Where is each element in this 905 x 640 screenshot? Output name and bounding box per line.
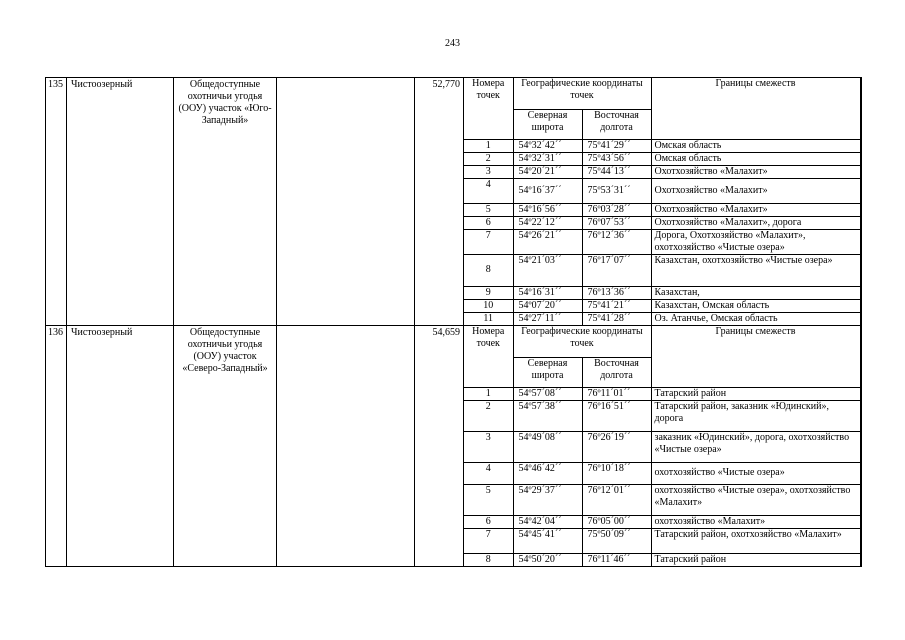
boundary: Омская область <box>651 139 860 152</box>
boundary: Татарский район <box>651 553 860 566</box>
latitude: 54º57´38´´ <box>513 400 582 431</box>
table-row <box>464 229 860 254</box>
longitude: 76º17´07´´ <box>582 254 651 286</box>
header-row <box>464 78 860 109</box>
point-number: 2 <box>464 400 513 431</box>
latitude: 54º46´42´´ <box>513 462 582 484</box>
longitude: 76º11´46´´ <box>582 553 651 566</box>
table-row <box>464 203 860 216</box>
longitude: 76º03´28´´ <box>582 203 651 216</box>
north-latitude-header: Северная широта <box>513 357 582 387</box>
boundary: заказник «Юдинский», дорога, охотхозяйство «Чистые озера» <box>651 431 860 462</box>
points-header: Номера точек <box>464 78 513 139</box>
table-row <box>464 299 860 312</box>
longitude: 76º11´01´´ <box>582 387 651 400</box>
table-row <box>464 139 860 152</box>
latitude: 54º49´08´´ <box>513 431 582 462</box>
point-number: 10 <box>464 299 513 312</box>
point-number: 4 <box>464 178 513 203</box>
section-number: 136 <box>46 326 67 567</box>
latitude: 54º20´21´´ <box>513 165 582 178</box>
ground-type: Общедоступные охотничьи угодья (ООУ) участок «Юго-Западный» <box>174 78 277 326</box>
latitude: 54º07´20´´ <box>513 299 582 312</box>
longitude: 76º26´19´´ <box>582 431 651 462</box>
boundary: Татарский район, заказник «Юдинский», дорога <box>651 400 860 431</box>
hunting-grounds-table <box>45 77 862 567</box>
latitude: 54º26´21´´ <box>513 229 582 254</box>
area-value: 54,659 <box>415 326 464 567</box>
table-row <box>464 484 860 515</box>
point-number: 3 <box>464 165 513 178</box>
table-row <box>464 387 860 400</box>
latitude: 54º57´08´´ <box>513 387 582 400</box>
point-number: 8 <box>464 553 513 566</box>
latitude: 54º42´04´´ <box>513 515 582 528</box>
boundary: Казахстан, Омская область <box>651 299 860 312</box>
longitude: 75º50´09´´ <box>582 528 651 553</box>
longitude: 76º13´36´´ <box>582 286 651 299</box>
table-row <box>464 400 860 431</box>
table-row <box>464 462 860 484</box>
longitude: 75º41´28´´ <box>582 312 651 325</box>
boundary: Охотхозяйство «Малахит» <box>651 178 860 203</box>
boundary: Омская область <box>651 152 860 165</box>
boundary: Оз. Атанчье, Омская область <box>651 312 860 325</box>
point-number: 3 <box>464 431 513 462</box>
boundary: охотхозяйство «Малахит» <box>651 515 860 528</box>
longitude: 76º12´01´´ <box>582 484 651 515</box>
point-number: 7 <box>464 528 513 553</box>
latitude: 54º16´56´´ <box>513 203 582 216</box>
longitude: 75º44´13´´ <box>582 165 651 178</box>
point-number: 8 <box>464 254 513 286</box>
table-row <box>464 515 860 528</box>
point-number: 6 <box>464 515 513 528</box>
north-latitude-header: Северная широта <box>513 109 582 139</box>
point-number: 2 <box>464 152 513 165</box>
boundary: охотхозяйство «Чистые озера» <box>651 462 860 484</box>
table-row <box>464 431 860 462</box>
latitude: 54º21´03´´ <box>513 254 582 286</box>
longitude: 76º10´18´´ <box>582 462 651 484</box>
coordinates-header: Географические координаты точек <box>513 78 651 109</box>
longitude: 75º43´56´´ <box>582 152 651 165</box>
header-row <box>464 326 860 357</box>
boundary: Охотхозяйство «Малахит» <box>651 165 860 178</box>
latitude: 54º22´12´´ <box>513 216 582 229</box>
latitude: 54º16´37´´ <box>513 178 582 203</box>
point-number: 11 <box>464 312 513 325</box>
coordinates-table <box>464 78 860 325</box>
coordinates-table <box>464 326 860 566</box>
boundaries-header: Границы смежеств <box>651 326 860 387</box>
page-number: 243 <box>445 38 460 49</box>
area-value: 52,770 <box>415 78 464 326</box>
coordinates-cell <box>464 78 861 326</box>
latitude: 54º29´37´´ <box>513 484 582 515</box>
point-number: 4 <box>464 462 513 484</box>
longitude: 75º41´29´´ <box>582 139 651 152</box>
boundary: Охотхозяйство «Малахит» <box>651 203 860 216</box>
table-row <box>464 178 860 203</box>
note-cell <box>277 78 415 326</box>
east-longitude-header: Восточная долгота <box>582 357 651 387</box>
longitude: 76º12´36´´ <box>582 229 651 254</box>
point-number: 1 <box>464 139 513 152</box>
table-row <box>464 528 860 553</box>
latitude: 54º32´31´´ <box>513 152 582 165</box>
district-name: Чистоозерный <box>67 326 174 567</box>
boundary: Казахстан, <box>651 286 860 299</box>
district-name: Чистоозерный <box>67 78 174 326</box>
latitude: 54º16´31´´ <box>513 286 582 299</box>
section-row <box>46 78 861 326</box>
boundary: охотхозяйство «Чистые озера», охотхозяйство «Малахит» <box>651 484 860 515</box>
longitude: 75º41´21´´ <box>582 299 651 312</box>
boundary: Дорога, Охотхозяйство «Малахит», охотхозяйство «Чистые озера» <box>651 229 860 254</box>
boundary: Казахстан, охотхозяйство «Чистые озера» <box>651 254 860 286</box>
longitude: 76º05´00´´ <box>582 515 651 528</box>
point-number: 6 <box>464 216 513 229</box>
section-row <box>46 326 861 567</box>
ground-type: Общедоступные охотничьи угодья (ООУ) участок «Северо-Западный» <box>174 326 277 567</box>
points-header: Номера точек <box>464 326 513 387</box>
latitude: 54º27´11´´ <box>513 312 582 325</box>
point-number: 9 <box>464 286 513 299</box>
boundary: Татарский район, охотхозяйство «Малахит» <box>651 528 860 553</box>
table-row <box>464 216 860 229</box>
table-row <box>464 254 860 286</box>
coordinates-cell <box>464 326 861 567</box>
longitude: 75º53´31´´ <box>582 178 651 203</box>
table-row <box>464 312 860 325</box>
point-number: 5 <box>464 484 513 515</box>
table-row <box>464 553 860 566</box>
point-number: 1 <box>464 387 513 400</box>
longitude: 76º16´51´´ <box>582 400 651 431</box>
section-number: 135 <box>46 78 67 326</box>
latitude: 54º45´41´´ <box>513 528 582 553</box>
point-number: 7 <box>464 229 513 254</box>
boundary: Охотхозяйство «Малахит», дорога <box>651 216 860 229</box>
table-row <box>464 152 860 165</box>
table-row <box>464 165 860 178</box>
boundaries-header: Границы смежеств <box>651 78 860 139</box>
table-row <box>464 286 860 299</box>
latitude: 54º50´20´´ <box>513 553 582 566</box>
boundary: Татарский район <box>651 387 860 400</box>
latitude: 54º32´42´´ <box>513 139 582 152</box>
note-cell <box>277 326 415 567</box>
coordinates-header: Географические координаты точек <box>513 326 651 357</box>
point-number: 5 <box>464 203 513 216</box>
longitude: 76º07´53´´ <box>582 216 651 229</box>
east-longitude-header: Восточная долгота <box>582 109 651 139</box>
